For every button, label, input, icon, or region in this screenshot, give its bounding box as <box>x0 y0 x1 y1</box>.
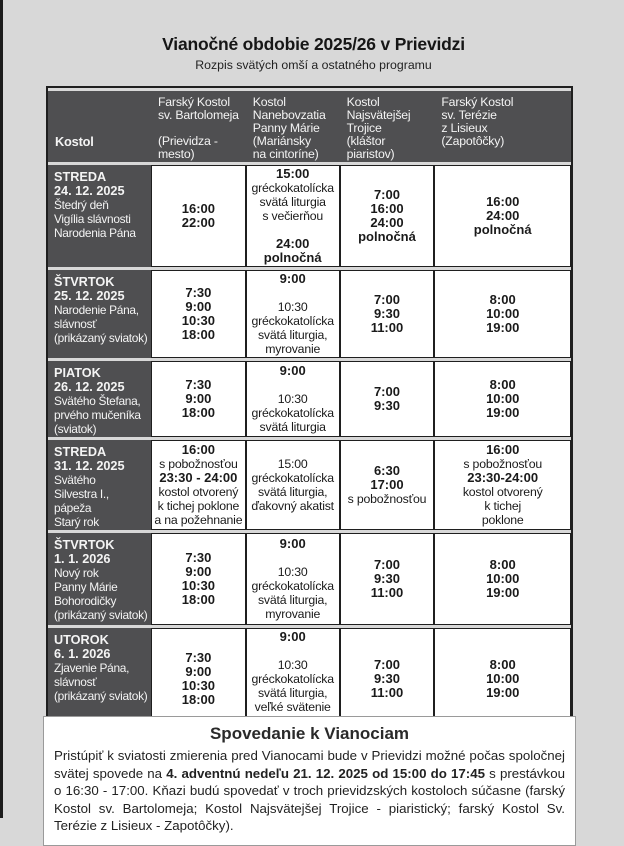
cell-line: 9:00 <box>185 664 212 679</box>
cell-line: 10:00 <box>486 571 520 586</box>
header-row <box>48 91 571 162</box>
cell-line: kostol otvorený <box>158 485 239 499</box>
cell-line: polnočná <box>473 222 532 237</box>
schedule-cell <box>340 440 435 530</box>
cell-line: 25. 12. 2025 <box>54 289 125 303</box>
cell-line: 10:30 <box>277 658 308 672</box>
cell-line: 8:00 <box>489 377 516 392</box>
cell-line: 23:30-24:00 <box>467 470 539 485</box>
cell-line: z Lisieux <box>441 121 488 135</box>
schedule-cell <box>246 165 340 267</box>
schedule-cell <box>151 361 246 437</box>
mass-schedule-table <box>46 86 573 735</box>
cell-line: s pobožnosťou <box>347 492 427 506</box>
cell-line: 10:30 <box>277 392 308 406</box>
cell-line: (prikázaný sviatok) <box>54 689 148 703</box>
cell-line: 11:00 <box>370 685 404 700</box>
schedule-cell <box>246 361 340 437</box>
table-row <box>48 270 571 358</box>
page-subtitle: Rozpis svätých omší a ostatného programu <box>195 58 432 72</box>
schedule-cell <box>340 361 435 437</box>
cell-line: svätá liturgia, <box>257 593 328 607</box>
cell-line: Trojice <box>346 121 382 135</box>
cell-line: 24. 12. 2025 <box>54 184 125 198</box>
schedule-cell <box>246 533 340 625</box>
day-cell <box>48 533 151 625</box>
confession-text-before: Pristúpiť k sviatosti zmierenia pred Vianocami bude v Prievidzi možné počas spoločnej svätej spovede na <box>54 748 565 781</box>
cell-line: 10:30 <box>277 565 308 579</box>
cell-line: 10:00 <box>486 671 520 686</box>
cell-line: Štedrý deň <box>54 198 109 212</box>
cell-line: 15:00 <box>276 166 310 181</box>
cell-line: (sviatok) <box>54 422 97 436</box>
schedule-cell <box>246 628 340 730</box>
cell-line: gréckokatolícka <box>251 579 334 593</box>
cell-line: k tichej <box>484 499 522 513</box>
cell-line: svätá liturgia, <box>257 328 328 342</box>
day-cell <box>48 440 151 530</box>
cell-line: 7:00 <box>373 557 400 572</box>
cell-line: 18:00 <box>181 592 215 607</box>
day-cell <box>48 361 151 437</box>
schedule-cell <box>246 270 340 358</box>
cell-line: Starý rok <box>54 515 99 529</box>
cell-line: (prikázaný sviatok) <box>54 608 148 622</box>
cell-line: 18:00 <box>181 327 215 342</box>
cell-line: Kostol <box>252 95 286 109</box>
cell-line <box>248 644 338 658</box>
cell-line: 19:00 <box>486 405 520 420</box>
cell-line: na cintoríne) <box>252 147 319 161</box>
cell-line: s pobožnosťou <box>463 457 542 471</box>
cell-line: 19:00 <box>486 320 520 335</box>
schedule-cell <box>340 533 435 625</box>
cell-line: 16:00 <box>370 201 404 216</box>
cell-line: 22:00 <box>181 215 215 230</box>
cell-line: Bohorodičky <box>54 594 117 608</box>
table-row <box>48 440 571 530</box>
cell-line: 9:30 <box>373 571 400 586</box>
schedule-cell <box>151 165 246 267</box>
cell-line: gréckokatolícka <box>251 406 334 420</box>
cell-line: Svätého <box>54 473 96 487</box>
schedule-cell <box>434 440 571 530</box>
schedule-cell <box>434 361 571 437</box>
cell-line: 10:00 <box>486 306 520 321</box>
cell-line: 7:30 <box>185 550 212 565</box>
cell-line: polnočná <box>263 250 322 265</box>
cell-line: 9:30 <box>373 306 400 321</box>
cell-line: Narodenie Pána, <box>54 303 139 317</box>
table-row <box>48 628 571 730</box>
cell-line: Kostol <box>346 95 380 109</box>
cell-line: 24:00 <box>370 215 404 230</box>
cell-line: 7:00 <box>373 384 400 399</box>
cell-line: 7:00 <box>373 657 400 672</box>
cell-line: 9:30 <box>373 671 400 686</box>
cell-line: s večierňou <box>262 209 324 223</box>
cell-line: 18:00 <box>181 405 215 420</box>
schedule-cell <box>340 165 435 267</box>
cell-line: gréckokatolícka <box>251 181 334 195</box>
cell-line: (prikázaný sviatok) <box>54 331 148 345</box>
cell-line: ŠTVRTOK <box>54 275 115 289</box>
day-cell <box>48 628 151 730</box>
cell-line: 9:00 <box>279 271 306 286</box>
cell-line: ŠTVRTOK <box>54 538 115 552</box>
cell-line: Narodenia Pána <box>54 226 136 240</box>
cell-line: prvého mučeníka <box>54 408 141 422</box>
cell-line: 6. 1. 2026 <box>54 647 111 661</box>
cell-line: 7:00 <box>373 187 400 202</box>
cell-line: gréckokatolícka <box>251 471 334 485</box>
cell-line: 7:30 <box>185 650 212 665</box>
cell-line: svätá liturgia, <box>257 686 328 700</box>
cell-line: 7:30 <box>185 285 212 300</box>
cell-line: 26. 12. 2025 <box>54 380 125 394</box>
cell-line: Panny Márie <box>252 121 320 135</box>
table-row <box>48 165 571 267</box>
cell-line: veľké svätenie <box>254 700 331 714</box>
cell-line: 10:30 <box>181 578 215 593</box>
cell-line: (Mariánsky <box>252 134 311 148</box>
cell-line: STREDA <box>54 445 107 459</box>
cell-line: 16:00 <box>181 442 215 457</box>
cell-line: svätá liturgia <box>259 420 326 434</box>
cell-line: kostol otvorený <box>462 485 543 499</box>
cell-line: Panny Márie <box>54 580 118 594</box>
schedule-cell <box>434 270 571 358</box>
cell-line: sv. Terézie <box>441 108 497 122</box>
column-header <box>340 91 435 162</box>
cell-line: Farský Kostol <box>157 95 230 109</box>
cell-line: 10:00 <box>486 391 520 406</box>
confession-text <box>54 747 565 835</box>
cell-line: Svätého Štefana, <box>54 394 141 408</box>
day-cell <box>48 165 151 267</box>
schedule-cell <box>151 533 246 625</box>
table-row <box>48 533 571 625</box>
cell-line: 16:00 <box>181 201 215 216</box>
cell-line: a na požehnanie <box>154 513 243 527</box>
confession-title: Spovedanie k Vianociam <box>209 724 410 743</box>
cell-line: 9:00 <box>185 299 212 314</box>
cell-line: Vigília slávnosti <box>54 212 131 226</box>
column-header <box>151 91 246 162</box>
confession-text-bold: 4. adventnú nedeľu 21. 12. 2025 od 15:00 do 17:45 <box>166 765 486 781</box>
cell-line: 16:00 <box>486 194 520 209</box>
corner-header <box>48 91 151 162</box>
cell-line: 7:00 <box>373 292 400 307</box>
cell-line: sv. Bartolomeja <box>157 108 239 122</box>
cell-line <box>248 378 338 392</box>
cell-line: mesto) <box>157 147 195 161</box>
cell-line: 15:00 <box>277 457 308 471</box>
cell-line: myrovanie <box>265 342 321 356</box>
cell-line: 9:00 <box>279 629 306 644</box>
column-header <box>246 91 340 162</box>
schedule-cell <box>434 165 571 267</box>
page-title: Vianočné obdobie 2025/26 v Prievidzi <box>162 34 465 54</box>
cell-line: 10:30 <box>181 313 215 328</box>
cell-line: 18:00 <box>181 692 215 707</box>
cell-line: Najsvätejšej <box>346 108 411 122</box>
cell-line: gréckokatolícka <box>251 672 334 686</box>
schedule-cell <box>434 533 571 625</box>
cell-line: svätá liturgia <box>259 195 326 209</box>
cell-line: (Zapotôčky) <box>441 134 505 148</box>
schedule-cell <box>151 628 246 730</box>
cell-line: 9:00 <box>279 363 306 378</box>
cell-line: piaristov) <box>346 147 395 161</box>
cell-line: Nanebovzatia <box>252 108 326 122</box>
cell-line: Silvestra I., <box>54 487 109 501</box>
cell-line: (Prievidza - <box>157 134 218 148</box>
confession-text-after: s prestávkou o 16:30 - 17:00. Kňazi budú spovedať v troch prievidzských kostoloch súčasne (farský Kostol sv. Bartolomeja; Kostol Najsvätejšej Trojice - piaristický; farský Kostol Sv. Terézie z Lisieux - Zapotôčky). <box>54 765 565 834</box>
cell-line: polnočná <box>358 229 416 244</box>
cell-line <box>248 286 338 300</box>
cell-line: Nový rok <box>54 566 99 580</box>
cell-line: ďakovný akatist <box>251 499 334 513</box>
cell-line: UTOROK <box>54 633 109 647</box>
confession-section <box>43 716 576 846</box>
cell-line: Zjavenie Pána, <box>54 661 130 675</box>
schedule-cell <box>340 270 435 358</box>
schedule-cell <box>434 628 571 730</box>
table-row <box>48 361 571 437</box>
cell-line: 19:00 <box>486 685 520 700</box>
document-page <box>3 0 624 834</box>
schedule-cell <box>151 270 246 358</box>
cell-line: pápeža <box>54 501 92 515</box>
cell-line: 24:00 <box>486 208 520 223</box>
cell-line: 19:00 <box>486 585 520 600</box>
cell-line: 9:00 <box>279 536 306 551</box>
cell-line: PIATOK <box>54 366 101 380</box>
cell-line: 9:00 <box>185 391 212 406</box>
cell-line: 16:00 <box>486 442 520 457</box>
cell-line: 9:30 <box>373 398 400 413</box>
cell-line: gréckokatolícka <box>251 314 334 328</box>
cell-line: 31. 12. 2025 <box>54 459 125 473</box>
cell-line: 8:00 <box>489 557 516 572</box>
cell-line: 8:00 <box>489 292 516 307</box>
cell-line: myrovanie <box>265 607 321 621</box>
cell-line: Farský Kostol <box>441 95 514 109</box>
schedule-cell <box>151 440 246 530</box>
cell-line <box>248 551 338 565</box>
day-cell <box>48 270 151 358</box>
cell-line: 8:00 <box>489 657 516 672</box>
cell-line: 24:00 <box>276 236 310 251</box>
schedule-cell <box>340 628 435 730</box>
cell-line: s pobožnosťou <box>159 457 238 471</box>
cell-line: 17:00 <box>370 477 404 492</box>
cell-line: 7:30 <box>185 377 212 392</box>
cell-line: poklone <box>481 513 524 527</box>
cell-line: 10:30 <box>181 678 215 693</box>
cell-line: svätá liturgia, <box>257 485 328 499</box>
cell-line: Kostol <box>55 134 94 149</box>
cell-line: slávnosť <box>54 317 97 331</box>
cell-line <box>248 223 338 237</box>
cell-line: 10:30 <box>277 300 308 314</box>
cell-line: k tichej poklone <box>157 499 240 513</box>
cell-line: 11:00 <box>370 320 404 335</box>
cell-line: 23:30 - 24:00 <box>159 470 238 485</box>
cell-line: (kláštor <box>346 134 386 148</box>
cell-line: 11:00 <box>370 585 404 600</box>
cell-line: STREDA <box>54 170 107 184</box>
schedule-cell <box>246 440 340 530</box>
cell-line: 6:30 <box>373 463 400 478</box>
column-header <box>434 91 571 162</box>
cell-line: slávnosť <box>54 675 97 689</box>
cell-line: 9:00 <box>185 564 212 579</box>
cell-line: 1. 1. 2026 <box>54 552 111 566</box>
